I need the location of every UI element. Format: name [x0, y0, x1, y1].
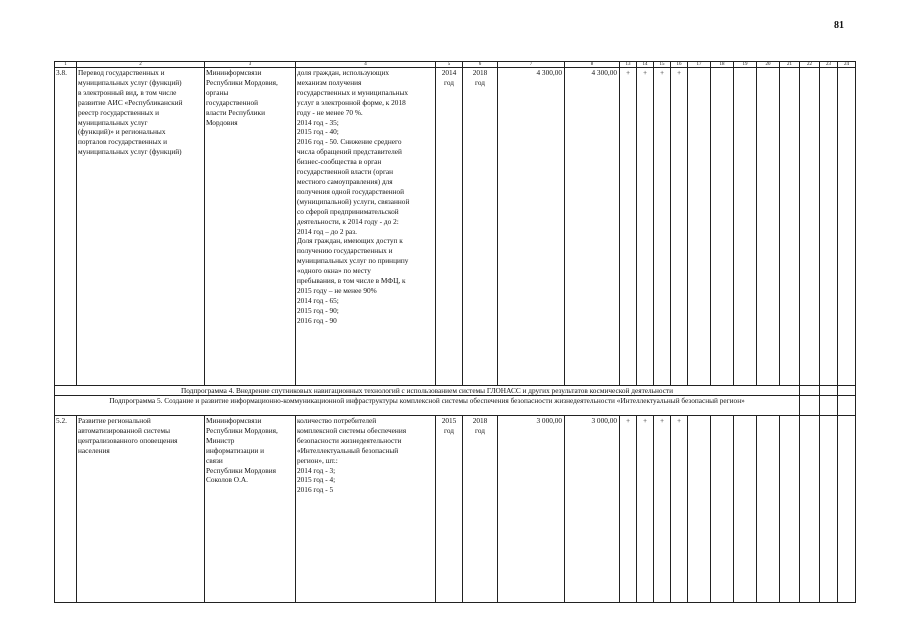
- row-number: 3.8.: [55, 68, 77, 386]
- empty-cell: [734, 68, 757, 386]
- empty-cell: [780, 68, 800, 386]
- empty-cell: [820, 396, 838, 416]
- activity-name: Развитие региональной автоматизированной системы централизованного оповещения населения: [77, 416, 205, 603]
- col-num: 6: [463, 62, 498, 68]
- col-num: 5: [436, 62, 463, 68]
- empty-cell: [800, 396, 820, 416]
- row-number: 5.2.: [55, 416, 77, 603]
- col-num: 21: [780, 62, 800, 68]
- end-year: 2018 год: [463, 416, 498, 603]
- empty-cell: [838, 416, 856, 603]
- mark-cell: +: [637, 68, 654, 386]
- col-num: 14: [637, 62, 654, 68]
- col-num: 3: [205, 62, 296, 68]
- subprogram-row: [55, 386, 856, 396]
- col-num: 8: [565, 62, 620, 68]
- mark-cell: +: [654, 68, 671, 386]
- empty-cell: [711, 416, 734, 603]
- col-num: 1: [55, 62, 77, 68]
- col-num: 18: [711, 62, 734, 68]
- empty-cell: [838, 68, 856, 386]
- col-num: 2: [77, 62, 205, 68]
- empty-cell: [800, 68, 820, 386]
- start-year: 2015 год: [436, 416, 463, 603]
- activity-name: Перевод государственных и муниципальных услуг (функций) в электронный вид, в том числе развитие АИС «Республиканский реестр государственных и муниципальных услуг (функций)» и региональных порталов государственных и муниципальных услуг (функций): [77, 68, 205, 386]
- executor: Мининформсвязи Республики Мордовия, органы государственной власти Республики Мордовия: [205, 68, 296, 386]
- funding-value: 4 300,00: [565, 68, 620, 386]
- empty-cell: [838, 386, 856, 396]
- mark-cell: +: [620, 416, 637, 603]
- funding-value: 3 000,00: [565, 416, 620, 603]
- mark-cell: +: [671, 416, 688, 603]
- empty-cell: [800, 416, 820, 603]
- col-num: 4: [296, 62, 436, 68]
- table-row: [55, 68, 856, 386]
- empty-cell: [711, 68, 734, 386]
- col-num: 22: [800, 62, 820, 68]
- col-num: 7: [498, 62, 565, 68]
- total-funding: 4 300,00: [498, 68, 565, 386]
- page-number: 81: [834, 20, 844, 31]
- empty-cell: [734, 416, 757, 603]
- end-year: 2018 год: [463, 68, 498, 386]
- col-num: 13: [620, 62, 637, 68]
- program-table: [54, 61, 856, 603]
- mark-cell: +: [671, 68, 688, 386]
- empty-cell: [820, 416, 838, 603]
- col-num: 24: [838, 62, 856, 68]
- col-num: 15: [654, 62, 671, 68]
- subprogram-4-title: Подпрограмма 4. Внедрение спутниковых навигационных технологий с использованием системы ГЛОНАСС и других результатов космической деятельности: [55, 386, 800, 396]
- col-num: 17: [688, 62, 711, 68]
- col-num: 19: [734, 62, 757, 68]
- mark-cell: +: [620, 68, 637, 386]
- subprogram-5-title: Подпрограмма 5. Создание и развитие информационно-коммуникационной инфраструктуры комплексной системы обеспечения безопасности жизнедеятельности «Интеллектуальный безопасный регион»: [55, 396, 800, 416]
- empty-cell: [820, 386, 838, 396]
- indicator: доля граждан, использующих механизм получения государственных и муниципальных услуг в электронной форме, к 2018 году - не менее 70 %. 2014 год - 35; 2015 год - 40; 2016 год - 50. Снижение среднего числа обращений представителей бизнес-сообщества в орган государственной власти (орган местного самоуправления) для получения одной государственной (муниципальной) услуги, связанной со сферой предпринимательской деятельности, к 2014 году - до 2: 2014 год – до 2 раз. Доля граждан, имеющих доступ к получению государственных и муниципальных услуг по принципу «одного окна» по месту пребывания, в том числе в МФЦ, к 2015 году – не менее 90% 2014 год - 65; 2015 год - 90; 2016 год - 90: [296, 68, 436, 386]
- total-funding: 3 000,00: [498, 416, 565, 603]
- col-num: 23: [820, 62, 838, 68]
- empty-cell: [780, 416, 800, 603]
- col-num: 16: [671, 62, 688, 68]
- empty-cell: [820, 68, 838, 386]
- empty-cell: [757, 68, 780, 386]
- start-year: 2014 год: [436, 68, 463, 386]
- mark-cell: +: [654, 416, 671, 603]
- empty-cell: [688, 68, 711, 386]
- empty-cell: [838, 396, 856, 416]
- empty-cell: [688, 416, 711, 603]
- indicator: количество потребителей комплексной системы обеспечения безопасности жизнедеятельности «Интеллектуальный безопасный регион», шт.: 2014 год - 3; 2015 год - 4; 2016 год - 5: [296, 416, 436, 603]
- table-row: [55, 416, 856, 603]
- col-num: 20: [757, 62, 780, 68]
- empty-cell: [800, 386, 820, 396]
- executor: Мининформсвязи Республики Мордовия, Министр информатизации и связи Республики Мордовия Соколов О.А.: [205, 416, 296, 603]
- empty-cell: [757, 416, 780, 603]
- subprogram-row: [55, 396, 856, 416]
- mark-cell: +: [637, 416, 654, 603]
